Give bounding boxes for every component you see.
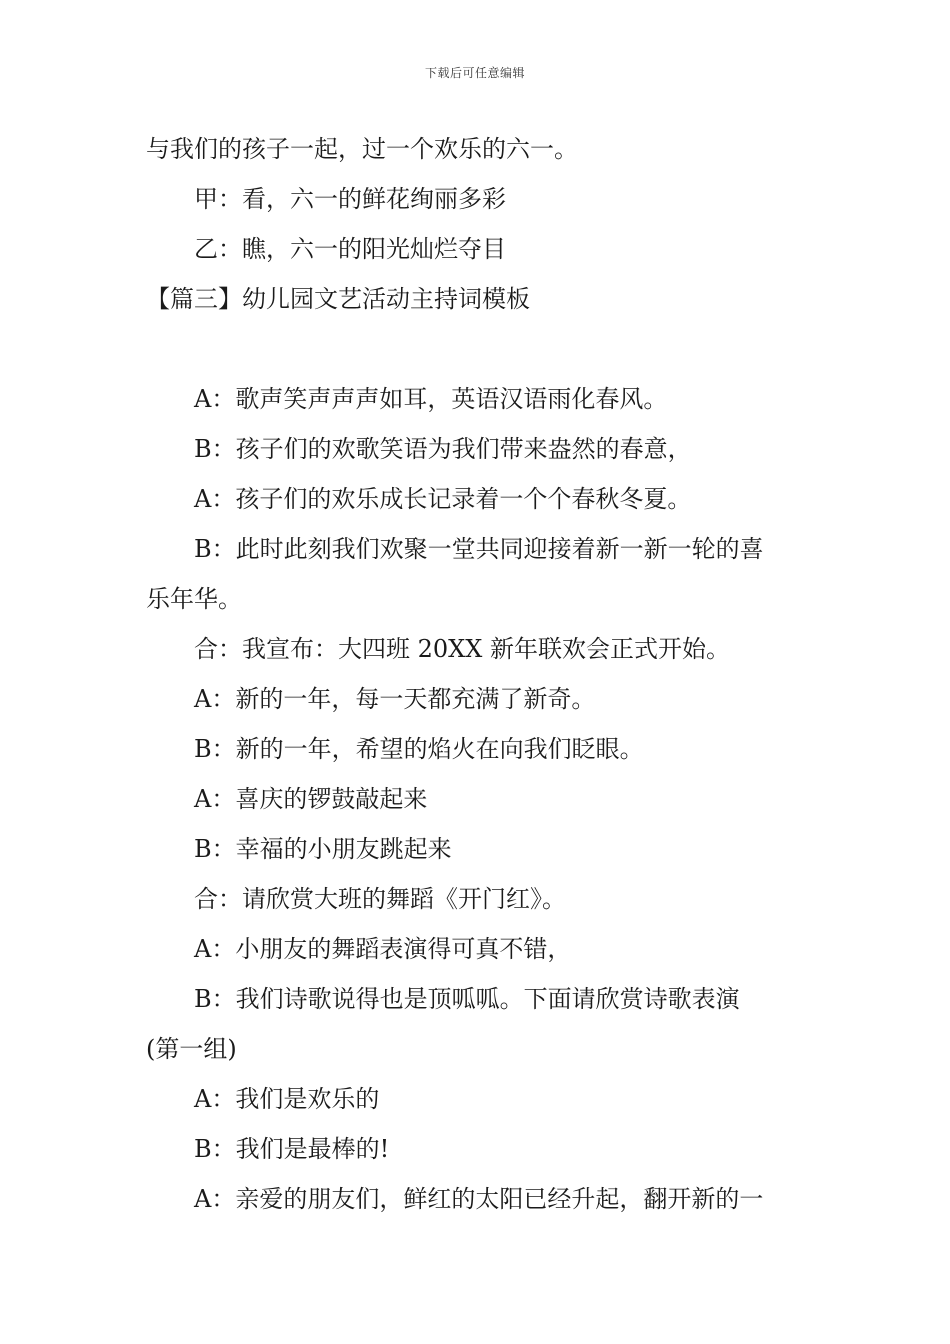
text-line: B：我们是最棒的!: [194, 1135, 390, 1163]
page-header-note: 下载后可任意编辑: [424, 66, 525, 80]
text-line: 合：我宣布：大四班 20XX 新年联欢会正式开始。: [194, 635, 730, 663]
text-line: B：孩子们的欢歌笑语为我们带来盎然的春意，: [194, 435, 692, 463]
text-line: B：此时此刻我们欢聚一堂共同迎接着新一新一轮的喜: [194, 535, 764, 563]
section-heading: 【篇三】幼儿园文艺活动主持词模板: [146, 285, 530, 313]
text-line: A：喜庆的锣鼓敲起来: [194, 785, 428, 813]
text-line: B：新的一年，希望的焰火在向我们眨眼。: [194, 735, 644, 763]
text-line: A：亲爱的朋友们，鲜红的太阳已经升起，翻开新的一: [194, 1185, 764, 1213]
text-line: A：新的一年，每一天都充满了新奇。: [194, 685, 596, 713]
text-line: B：我们诗歌说得也是顶呱呱。下面请欣赏诗歌表演: [194, 985, 740, 1013]
text-line: 合：请欣赏大班的舞蹈《开门红》。: [194, 885, 566, 913]
document-body: [146, 124, 810, 1224]
text-line: A：歌声笑声声声如耳，英语汉语雨化春风。: [194, 385, 668, 413]
text-line: 乙：瞧，六一的阳光灿烂夺目: [194, 235, 506, 263]
text-line: (第一组): [146, 1035, 237, 1063]
text-line: B：幸福的小朋友跳起来: [194, 835, 452, 863]
text-line: 乐年华。: [146, 585, 242, 613]
text-line: A：我们是欢乐的: [194, 1085, 380, 1113]
text-line: 与我们的孩子一起，过一个欢乐的六一。: [146, 135, 578, 163]
text-line: A：小朋友的舞蹈表演得可真不错，: [194, 935, 572, 963]
blank-line: [146, 324, 810, 374]
text-line: A：孩子们的欢乐成长记录着一个个春秋冬夏。: [194, 485, 692, 513]
text-line: 甲：看，六一的鲜花绚丽多彩: [194, 185, 506, 213]
